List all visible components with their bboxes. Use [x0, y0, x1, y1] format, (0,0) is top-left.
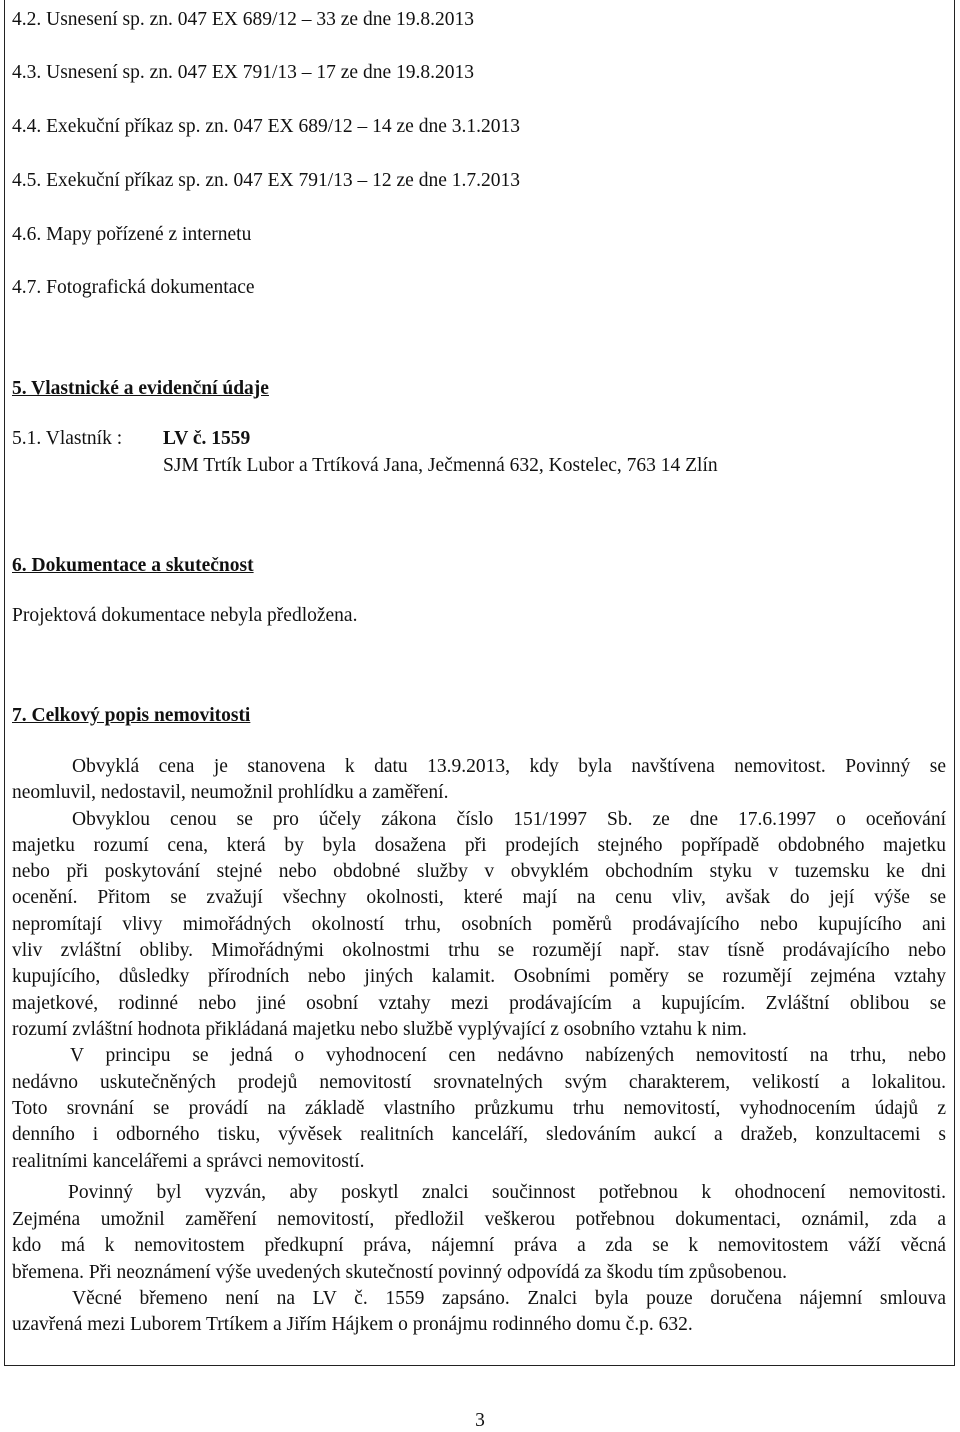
- paragraph-line: denního i odborného tisku, vývěsek realitních kanceláří, sledováním aukcí a dražeb, konzultacemi s: [12, 1124, 946, 1145]
- lv-number: LV č. 1559: [163, 428, 251, 449]
- section-5-heading: 5. Vlastnické a evidenční údaje: [12, 378, 269, 399]
- paragraph-line: břemena. Při neoznámení výše uvedených skutečností povinný odpovídá za škodu tím způsobenou.: [12, 1262, 787, 1283]
- list-item-4-6: 4.6. Mapy pořízené z internetu: [12, 224, 252, 245]
- paragraph-line: nebo při poskytování stejné nebo obdobné služby v obvyklém obchodním styku v tuzemsku ke dni: [12, 861, 946, 882]
- paragraph-line: neomluvil, nedostavil, neumožnil prohlídku a zaměření.: [12, 782, 449, 803]
- list-item-4-4: 4.4. Exekuční příkaz sp. zn. 047 EX 689/12 – 14 ze dne 3.1.2013: [12, 116, 520, 137]
- page-number: 3: [475, 1410, 485, 1431]
- paragraph-line: majetku rozumí cena, která by byla dosažena při prodejích stejného popřípadě obdobného majetku: [12, 835, 946, 856]
- paragraph-line: V principu se jedná o vyhodnocení cen nedávno nabízených nemovitostí na trhu, nebo: [70, 1045, 946, 1066]
- list-item-4-3: 4.3. Usnesení sp. zn. 047 EX 791/13 – 17 ze dne 19.8.2013: [12, 62, 474, 83]
- owner-name: SJM Trtík Lubor a Trtíková Jana, Ječmenná 632, Kostelec, 763 14 Zlín: [163, 455, 718, 476]
- section-7-heading: 7. Celkový popis nemovitosti: [12, 705, 251, 726]
- paragraph-line: realitními kancelářemi a správci nemovitostí.: [12, 1151, 365, 1172]
- owner-label: 5.1. Vlastník :: [12, 428, 123, 449]
- paragraph-line: uzavřená mezi Luborem Trtíkem a Jiřím Hájkem o pronájmu rodinného domu č.p. 632.: [12, 1314, 693, 1335]
- list-item-4-5: 4.5. Exekuční příkaz sp. zn. 047 EX 791/13 – 12 ze dne 1.7.2013: [12, 170, 520, 191]
- paragraph-line: ocenění. Přitom se zvažují všechny okolnosti, které mají na cenu vliv, avšak do její výše se: [12, 887, 946, 908]
- paragraph-line: kdo má k nemovitostem předkupní práva, nájemní práva a zda se k nemovitostem váží věcná: [12, 1235, 946, 1256]
- section-6-text: Projektová dokumentace nebyla předložena.: [12, 605, 358, 626]
- paragraph-line: Věcné břemeno není na LV č. 1559 zapsáno. Znalci byla pouze doručena nájemní smlouva: [72, 1288, 946, 1309]
- section-6-heading: 6. Dokumentace a skutečnost: [12, 555, 254, 576]
- paragraph-line: nepromítají vlivy mimořádných okolností trhu, osobních poměrů prodávajícího nebo kupujícího ani: [12, 914, 946, 935]
- list-item-4-2: 4.2. Usnesení sp. zn. 047 EX 689/12 – 33 ze dne 19.8.2013: [12, 9, 474, 30]
- paragraph-line: rozumí zvláštní hodnota přikládaná majetku nebo službě vyplývající z osobního vztahu k nim.: [12, 1019, 747, 1040]
- paragraph-line: majetkové, rodinné nebo jiné osobní vztahy mezi prodávajícím a kupujícím. Zvláštní oblibou se: [12, 993, 946, 1014]
- paragraph-line: Povinný byl vyzván, aby poskytl znalci součinnost potřebnou k ohodnocení nemovitosti.: [68, 1182, 946, 1203]
- list-item-4-7: 4.7. Fotografická dokumentace: [12, 277, 255, 298]
- paragraph-line: nedávno uskutečněných prodejů nemovitostí srovnatelných svým charakterem, velikostí a lokalitou.: [12, 1072, 946, 1093]
- paragraph-line: kupujícího, důsledky přírodních nebo jiných kalamit. Osobními poměry se rozumějí zejména vztahy: [12, 966, 946, 987]
- paragraph-line: Obvyklá cena je stanovena k datu 13.9.2013, kdy byla navštívena nemovitost. Povinný se: [72, 756, 946, 777]
- paragraph-line: Zejména umožnil zaměření nemovitostí, předložil veškerou potřebnou dokumentaci, oznámil, zda a: [12, 1209, 946, 1230]
- paragraph-line: Toto srovnání se provádí na základě vlastního průzkumu trhu nemovitostí, vyhodnocením údajů z: [12, 1098, 946, 1119]
- paragraph-line: Obvyklou cenou se pro účely zákona číslo 151/1997 Sb. ze dne 17.6.1997 o oceňování: [72, 809, 946, 830]
- paragraph-line: vliv zvláštní obliby. Mimořádnými okolnostmi trhu se rozumějí např. stav tísně prodávajícího nebo: [12, 940, 946, 961]
